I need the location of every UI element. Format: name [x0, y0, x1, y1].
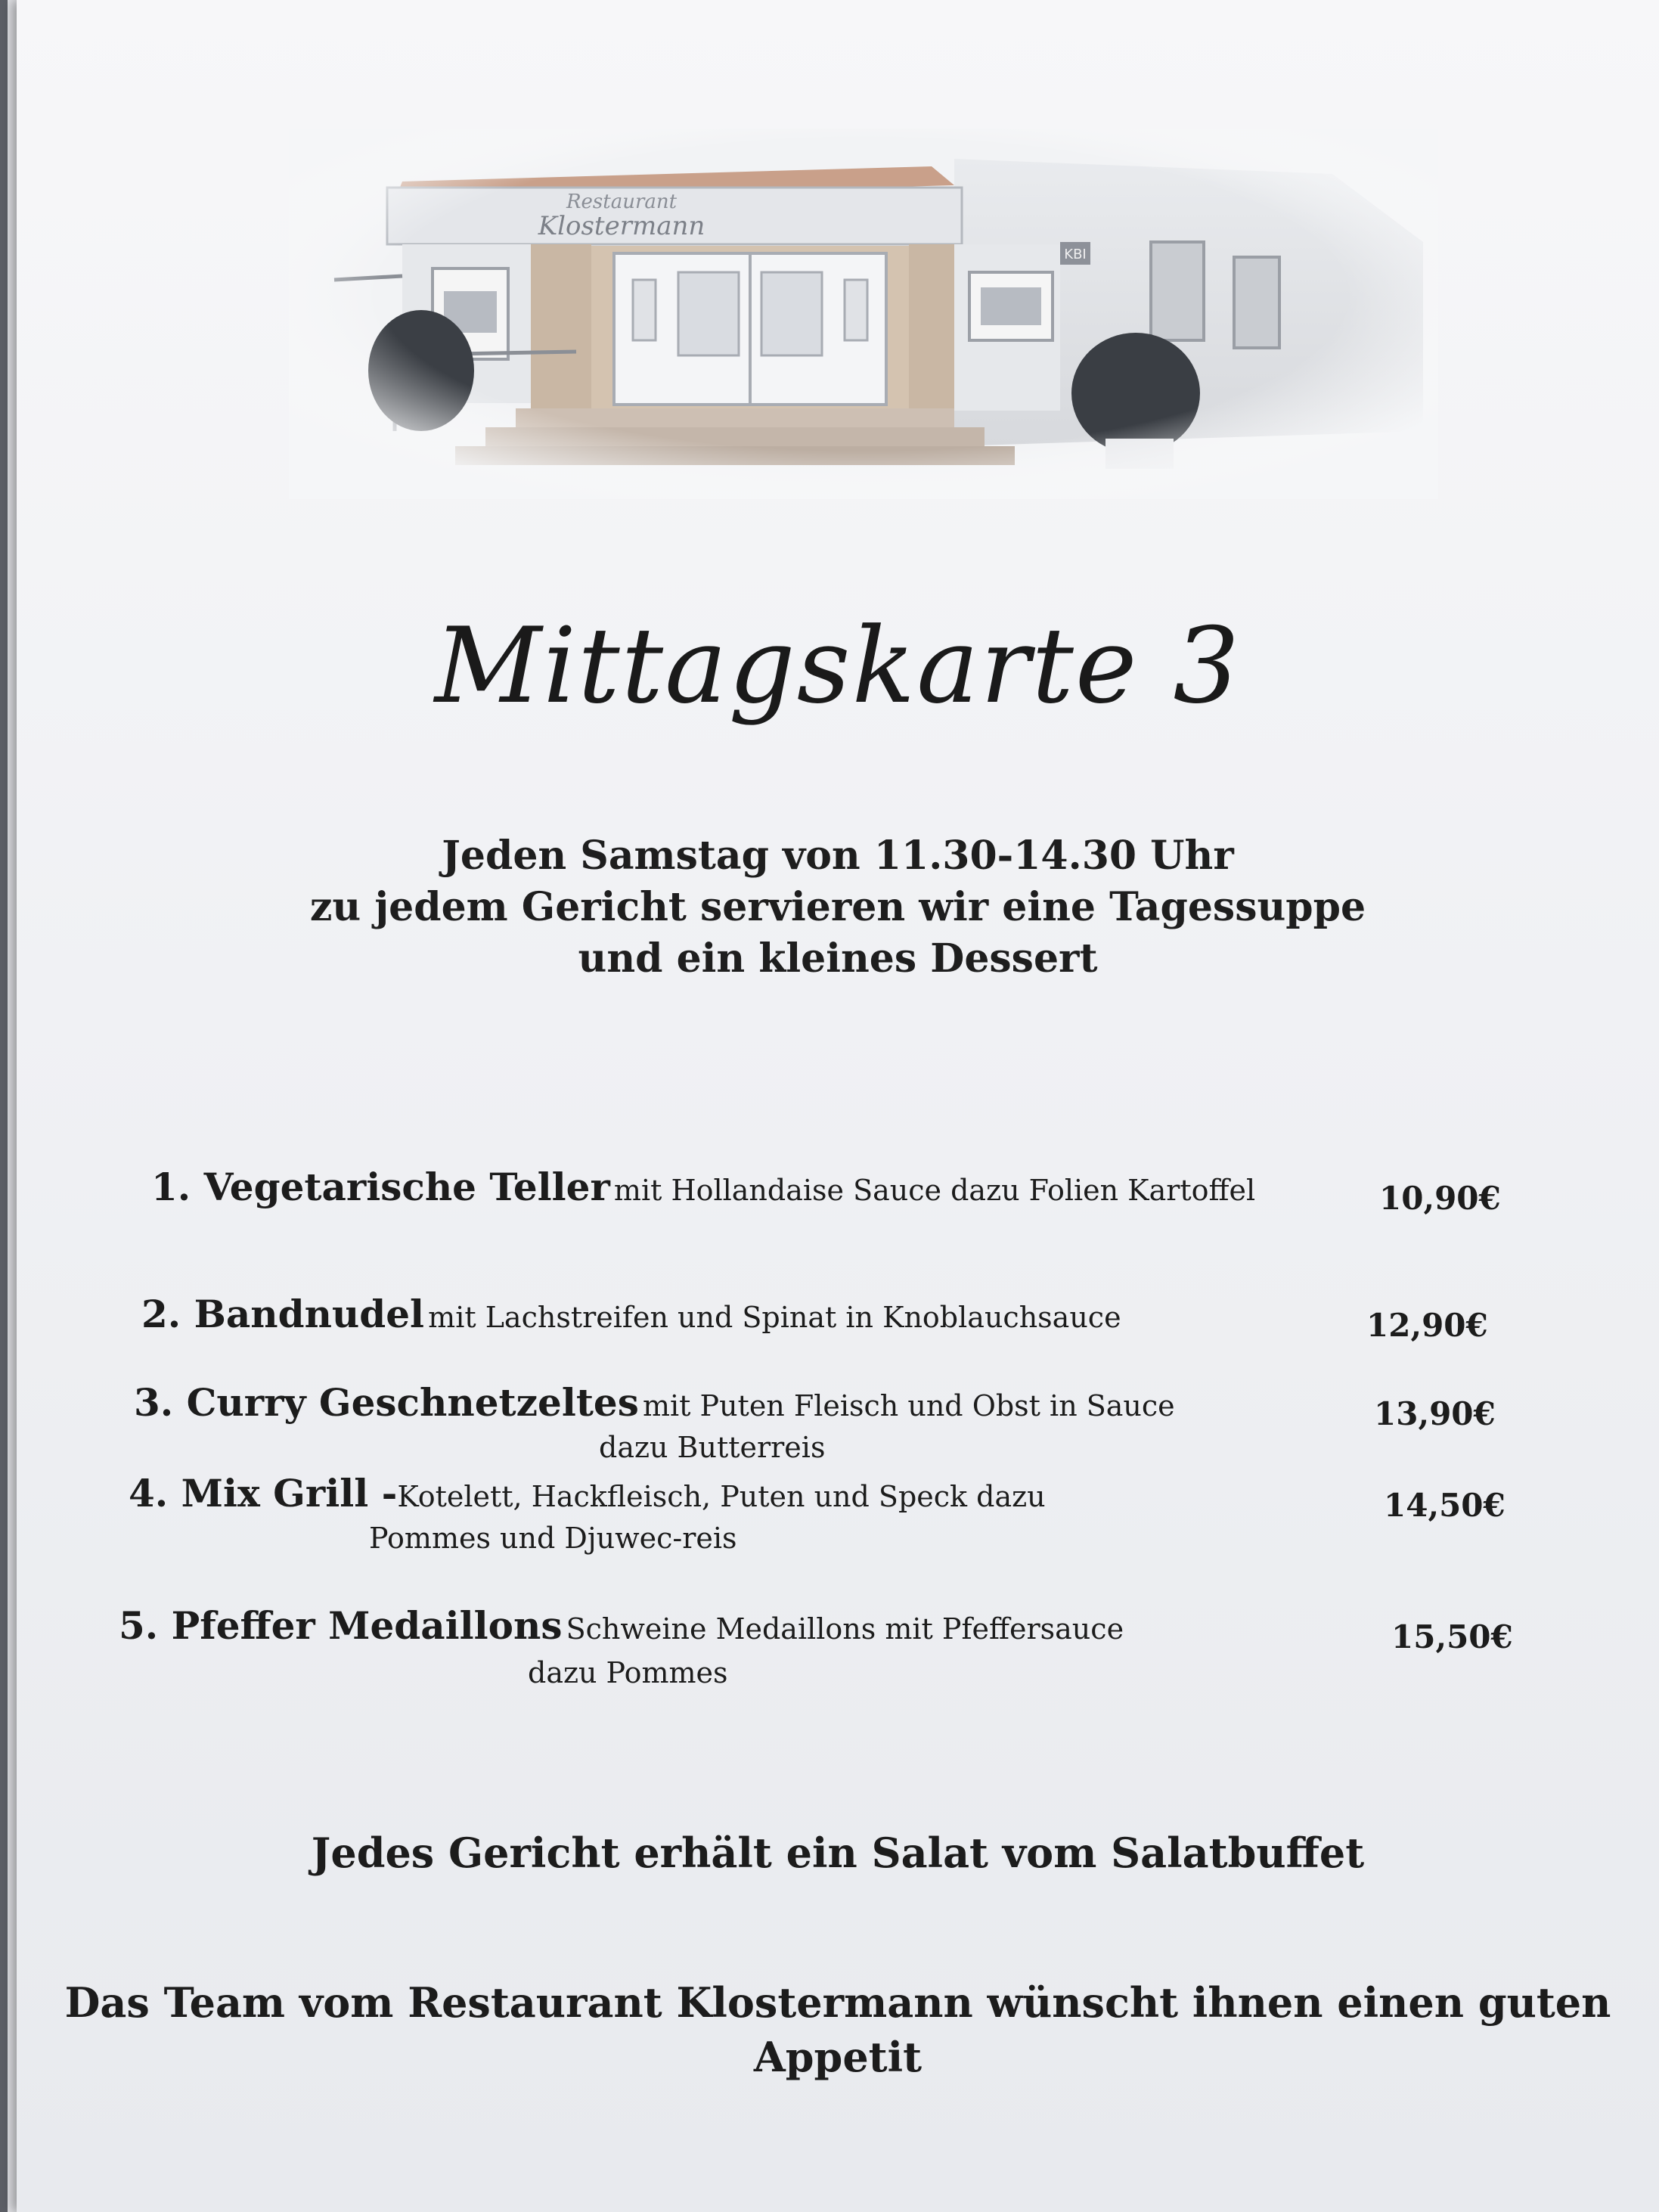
menu-item-description-line-2: dazu Pommes — [528, 1656, 728, 1689]
menu-item-name: 1. Vegetarische Teller — [151, 1165, 610, 1209]
restaurant-photo — [289, 129, 1438, 499]
menu-item-description: mit Puten Fleisch und Obst in Sauce — [642, 1389, 1175, 1422]
menu-sheet — [17, 0, 1659, 2212]
menu-item-price: 13,90€ — [1374, 1395, 1496, 1432]
menu-item-description: Kotelett, Hackfleisch, Puten und Speck dazu — [397, 1480, 1046, 1513]
menu-item-description-line-2: dazu Butterreis — [599, 1431, 826, 1464]
intro-line-2: zu jedem Gericht servieren wir eine Tagessuppe — [309, 884, 1366, 930]
intro-line-1: Jeden Samstag von 11.30-14.30 Uhr — [442, 833, 1234, 879]
menu-item — [141, 1292, 1121, 1336]
menu-item — [119, 1603, 1124, 1648]
menu-item-name: 4. Mix Grill - — [129, 1471, 398, 1516]
menu-item-name: 5. Pfeffer Medaillons — [119, 1603, 563, 1648]
menu-item-name: 3. Curry Geschnetzeltes — [134, 1380, 639, 1425]
menu-item — [151, 1165, 1255, 1209]
menu-item-price: 12,90€ — [1366, 1307, 1488, 1344]
restaurant-facade-image — [289, 129, 1438, 499]
menu-item-description-line-2: Pommes und Djuwec-reis — [369, 1522, 737, 1555]
salad-note: Jedes Gericht erhält ein Salat vom Salatbuffet — [311, 1829, 1365, 1877]
intro-line-3: und ein kleines Dessert — [578, 935, 1098, 982]
menu-item-price: 14,50€ — [1384, 1487, 1506, 1524]
menu-item — [129, 1471, 1046, 1516]
closing-line-1: Das Team vom Restaurant Klostermann wünscht ihnen einen guten — [64, 1978, 1611, 2027]
menu-item-description: Schweine Medaillons mit Pfeffersauce — [566, 1612, 1124, 1646]
closing-message — [17, 1975, 1659, 2084]
menu-item-description: mit Hollandaise Sauce dazu Folien Kartoffel — [613, 1174, 1256, 1207]
menu-item-name: 2. Bandnudel — [141, 1292, 425, 1336]
page-title: Mittagskarte 3 — [434, 605, 1242, 727]
intro-text — [17, 830, 1659, 985]
closing-line-2: Appetit — [753, 2033, 923, 2081]
menu-item-description: mit Lachstreifen und Spinat in Knoblauchsauce — [428, 1301, 1121, 1334]
menu-item — [134, 1380, 1175, 1425]
menu-item-price: 15,50€ — [1391, 1618, 1513, 1655]
menu-item-price: 10,90€ — [1379, 1180, 1501, 1217]
